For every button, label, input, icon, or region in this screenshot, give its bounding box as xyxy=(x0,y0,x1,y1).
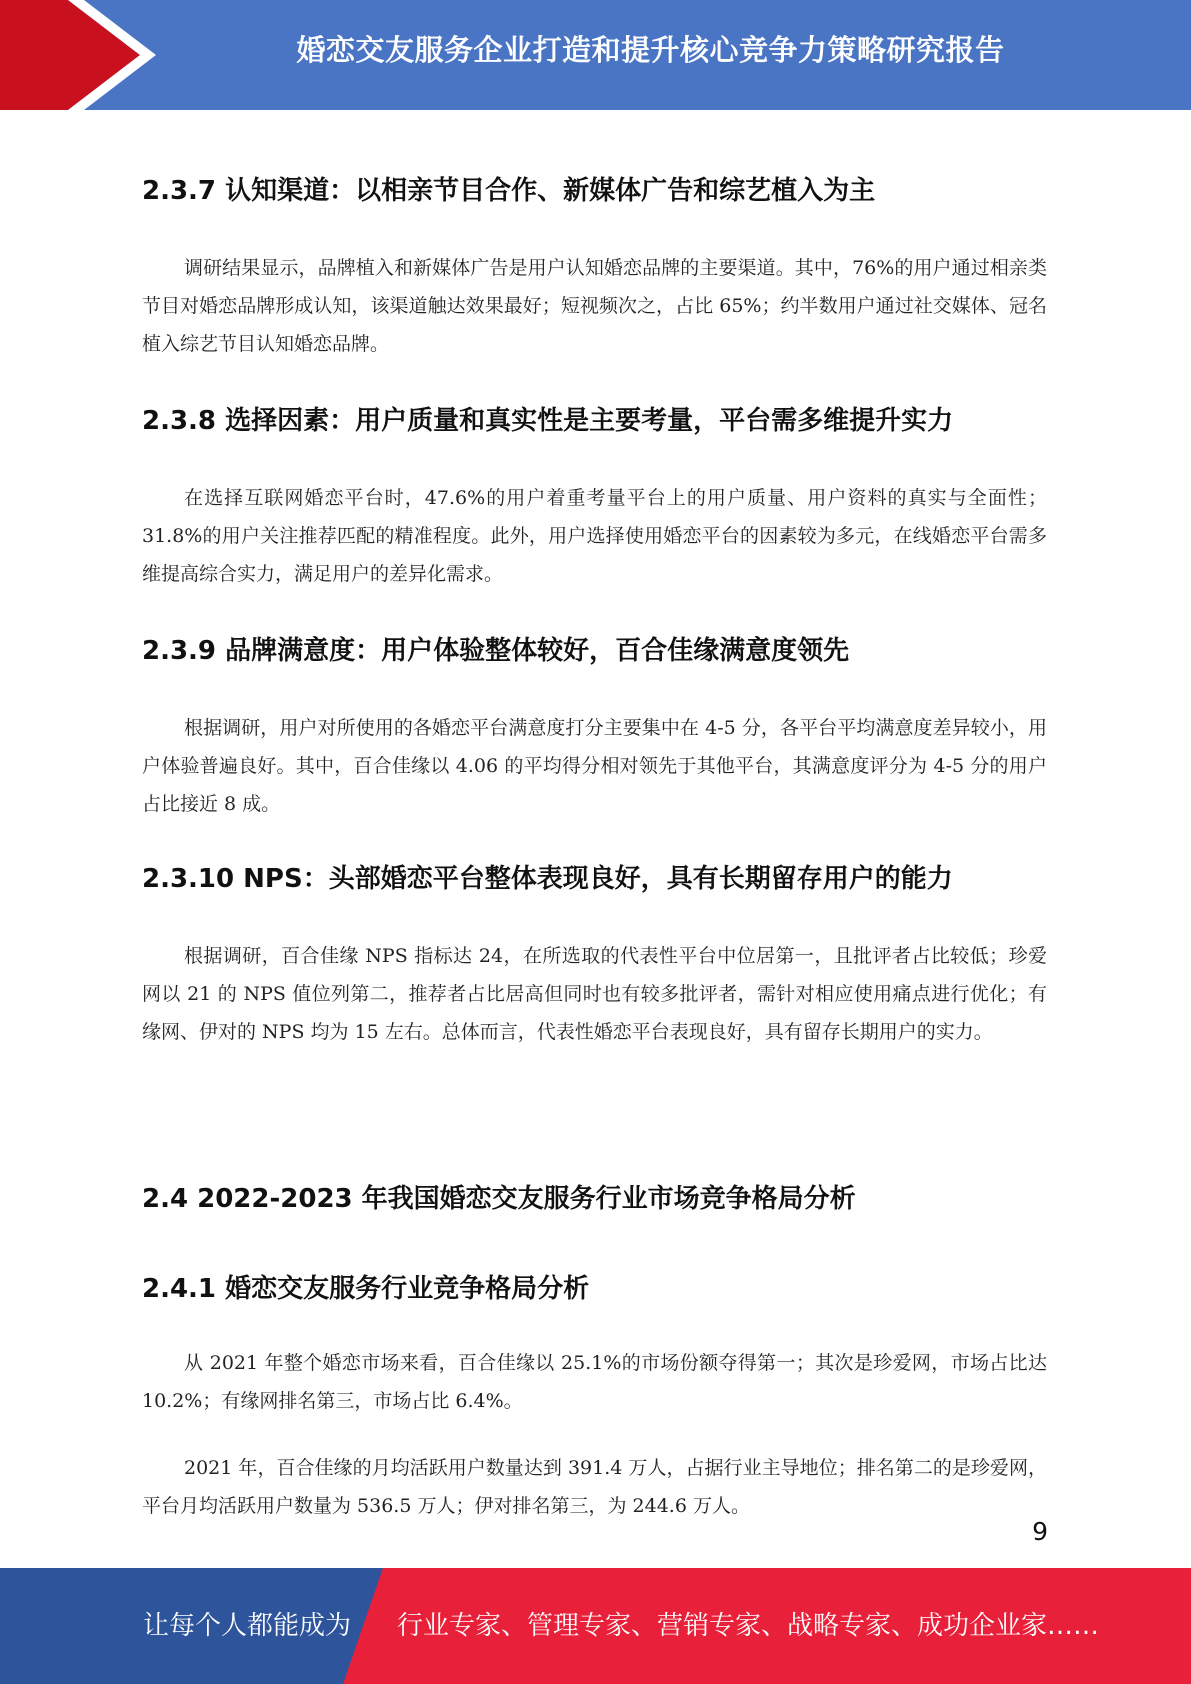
page-header xyxy=(0,0,1191,110)
paragraph-2-3-8: 在选择互联网婚恋平台时，47.6%的用户着重考量平台上的用户质量、用户资料的真实与全面性；31.8%的用户关注推荐匹配的精准程度。此外，用户选择使用婚恋平台的因素较为多元，在线婚恋平台需多维提高综合实力，满足用户的差异化需求。 xyxy=(142,487,1047,585)
report-title: 婚恋交友服务企业打造和提升核心竞争力策略研究报告 xyxy=(296,33,1005,67)
footer-slogan-left: 让每个人都能成为 xyxy=(143,1611,352,1641)
page-number: 9 xyxy=(1032,1517,1048,1546)
section-heading-2-4-1: 2.4.1 婚恋交友服务行业竞争格局分析 xyxy=(142,1274,590,1304)
section-heading-2-3-9: 2.3.9 品牌满意度：用户体验整体较好，百合佳缘满意度领先 xyxy=(142,636,850,666)
red-chevron-icon xyxy=(0,0,160,110)
section-heading-2-4: 2.4 2022-2023 年我国婚恋交友服务行业市场竞争格局分析 xyxy=(142,1184,856,1214)
footer-slogan-right: 行业专家、管理专家、营销专家、战略专家、成功企业家…… xyxy=(397,1611,1100,1641)
paragraph-2-4-1-a: 从 2021 年整个婚恋市场来看，百合佳缘以 25.1%的市场份额夺得第一；其次是珍爱网，市场占比达 10.2%；有缘网排名第三，市场占比 6.4%。 xyxy=(142,1352,1047,1412)
paragraph-2-4-1-b: 2021 年，百合佳缘的月均活跃用户数量达到 391.4 万人，占据行业主导地位；排名第二的是珍爱网，平台月均活跃用户数量为 536.5 万人；伊对排名第三，为 244.6 万人。 xyxy=(142,1457,1047,1517)
paragraph-2-3-9: 根据调研，用户对所使用的各婚恋平台满意度打分主要集中在 4-5 分，各平台平均满意度差异较小，用户体验普遍良好。其中，百合佳缘以 4.06 的平均得分相对领先于其他平台，其满意度评分为 4-5 分的用户占比接近 8 成。 xyxy=(142,717,1047,815)
section-heading-2-3-10: 2.3.10 NPS：头部婚恋平台整体表现良好，具有长期留存用户的能力 xyxy=(142,864,953,894)
paragraph-2-3-10: 根据调研，百合佳缘 NPS 指标达 24，在所选取的代表性平台中位居第一，且批评者占比较低；珍爱网以 21 的 NPS 值位列第二，推荐者占比居高但同时也有较多批评者，需针对相应使用痛点进行优化；有缘网、伊对的 NPS 均为 15 左右。总体而言，代表性婚恋平台表现良好，具有留存长期用户的实力。 xyxy=(142,945,1047,1043)
section-heading-2-3-8: 2.3.8 选择因素：用户质量和真实性是主要考量，平台需多维提升实力 xyxy=(142,406,954,436)
paragraph-2-3-7: 调研结果显示，品牌植入和新媒体广告是用户认知婚恋品牌的主要渠道。其中，76%的用户通过相亲类节目对婚恋品牌形成认知，该渠道触达效果最好；短视频次之，占比 65%；约半数用户通过社交媒体、冠名植入综艺节目认知婚恋品牌。 xyxy=(142,257,1047,355)
section-heading-2-3-7: 2.3.7 认知渠道：以相亲节目合作、新媒体广告和综艺植入为主 xyxy=(142,176,876,206)
page-footer xyxy=(0,1568,1191,1684)
